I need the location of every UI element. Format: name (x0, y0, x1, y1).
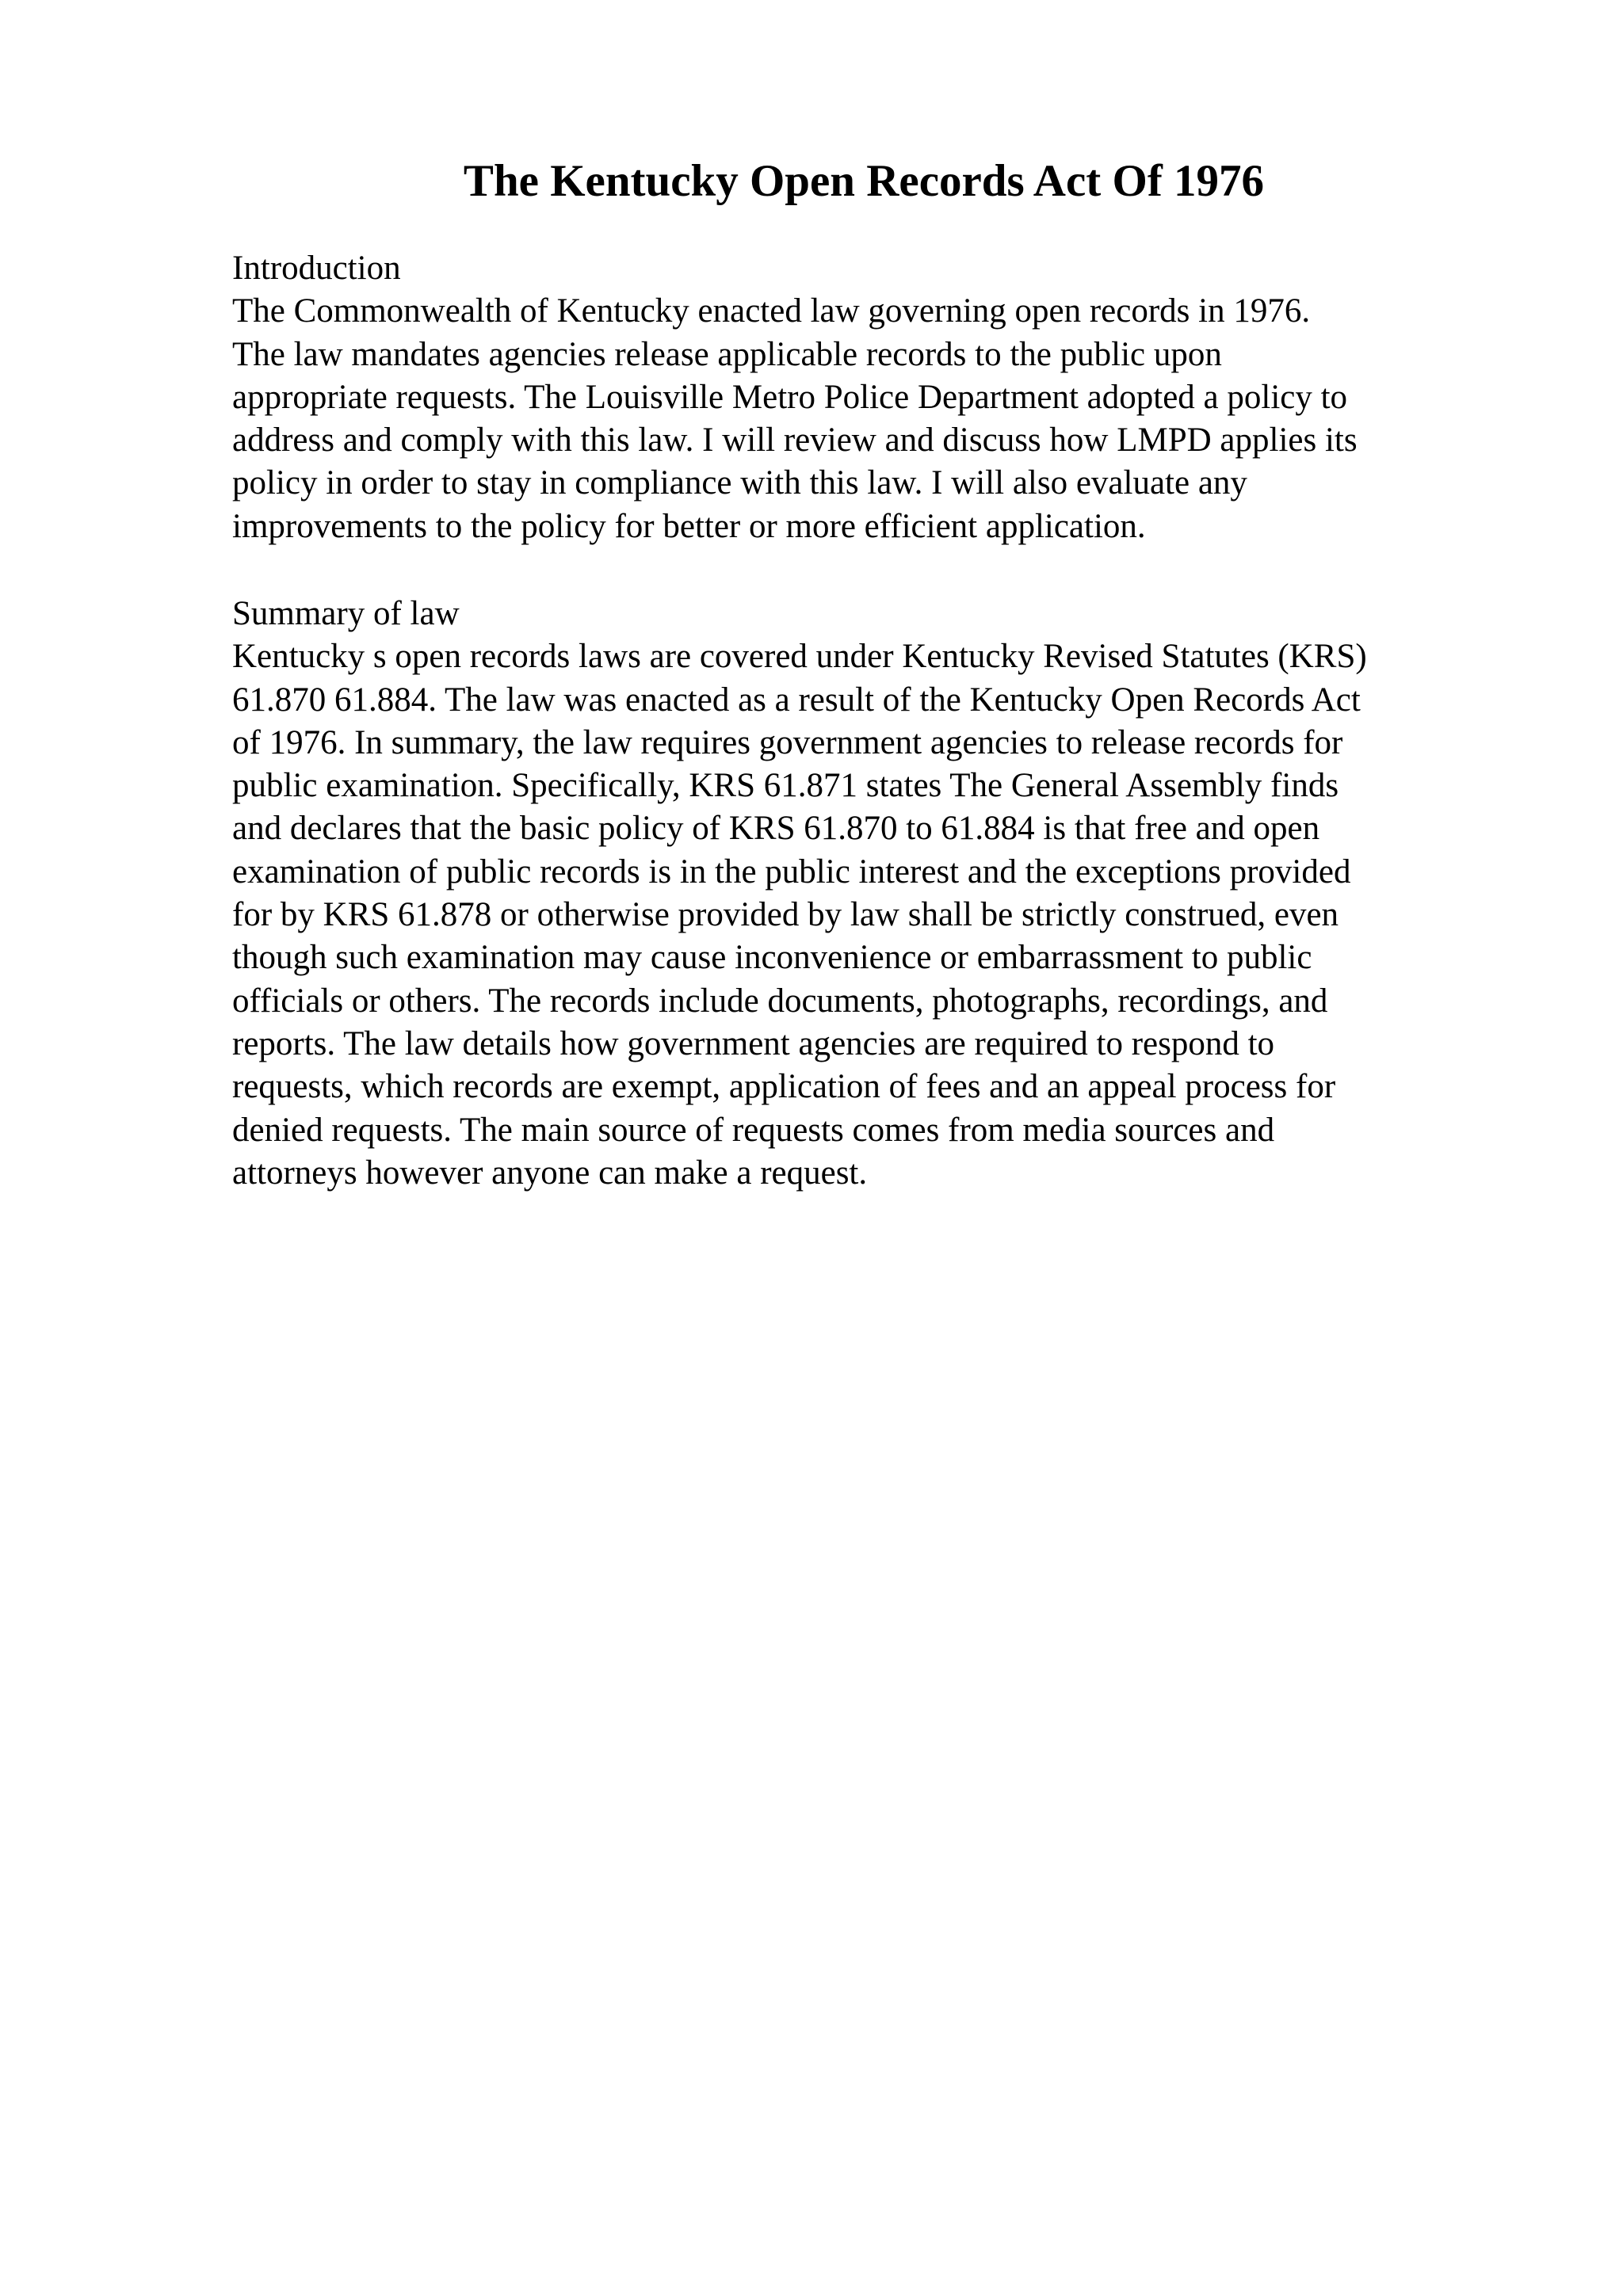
paragraph-line: The law mandates agencies release applicable records to the public upon (232, 335, 1222, 373)
document-title: The Kentucky Open Records Act Of 1976 (463, 156, 1265, 206)
paragraph-line: and declares that the basic policy of KRS 61.870 to 61.884 is that free and open (232, 810, 1320, 848)
paragraph-line: examination of public records is in the public interest and the exceptions provided (232, 852, 1351, 891)
paragraph-line: Kentucky s open records laws are covered under Kentucky Revised Statutes (KRS) (232, 638, 1367, 676)
paragraph-line: requests, which records are exempt, application of fees and an appeal process for (232, 1068, 1336, 1106)
paragraph-line: The Commonwealth of Kentucky enacted law governing open records in 1976. (232, 292, 1311, 330)
paragraph-line: address and comply with this law. I will review and discuss how LMPD applies its (232, 421, 1358, 460)
paragraph-line: policy in order to stay in compliance with this law. I will also evaluate any (232, 464, 1247, 502)
introduction-section (232, 247, 1500, 548)
summary-of-law-section (232, 593, 1500, 1195)
paragraph-line: improvements to the policy for better or more efficient application. (232, 507, 1146, 545)
paragraph-line: denied requests. The main source of requests comes from media sources and (232, 1111, 1275, 1149)
paragraph-line: reports. The law details how government agencies are required to respond to (232, 1024, 1275, 1062)
paragraph-line: of 1976. In summary, the law requires government agencies to release records for (232, 723, 1343, 761)
section-heading-summary-of-law: Summary of law (232, 595, 460, 632)
paragraph-line: appropriate requests. The Louisville Metro Police Department adopted a policy to (232, 378, 1348, 416)
paragraph-line: 61.870 61.884. The law was enacted as a result of the Kentucky Open Records Act (232, 681, 1361, 719)
paragraph-line: attorneys however anyone can make a request. (232, 1154, 868, 1192)
section-heading-introduction: Introduction (232, 250, 401, 287)
paragraph-line: for by KRS 61.878 or otherwise provided by law shall be strictly construed, even (232, 896, 1339, 934)
paragraph-line: officials or others. The records include documents, photographs, recordings, and (232, 982, 1328, 1020)
paragraph-line: public examination. Specifically, KRS 61.871 states The General Assembly finds (232, 767, 1339, 805)
paragraph-line: though such examination may cause inconvenience or embarrassment to public (232, 939, 1312, 977)
